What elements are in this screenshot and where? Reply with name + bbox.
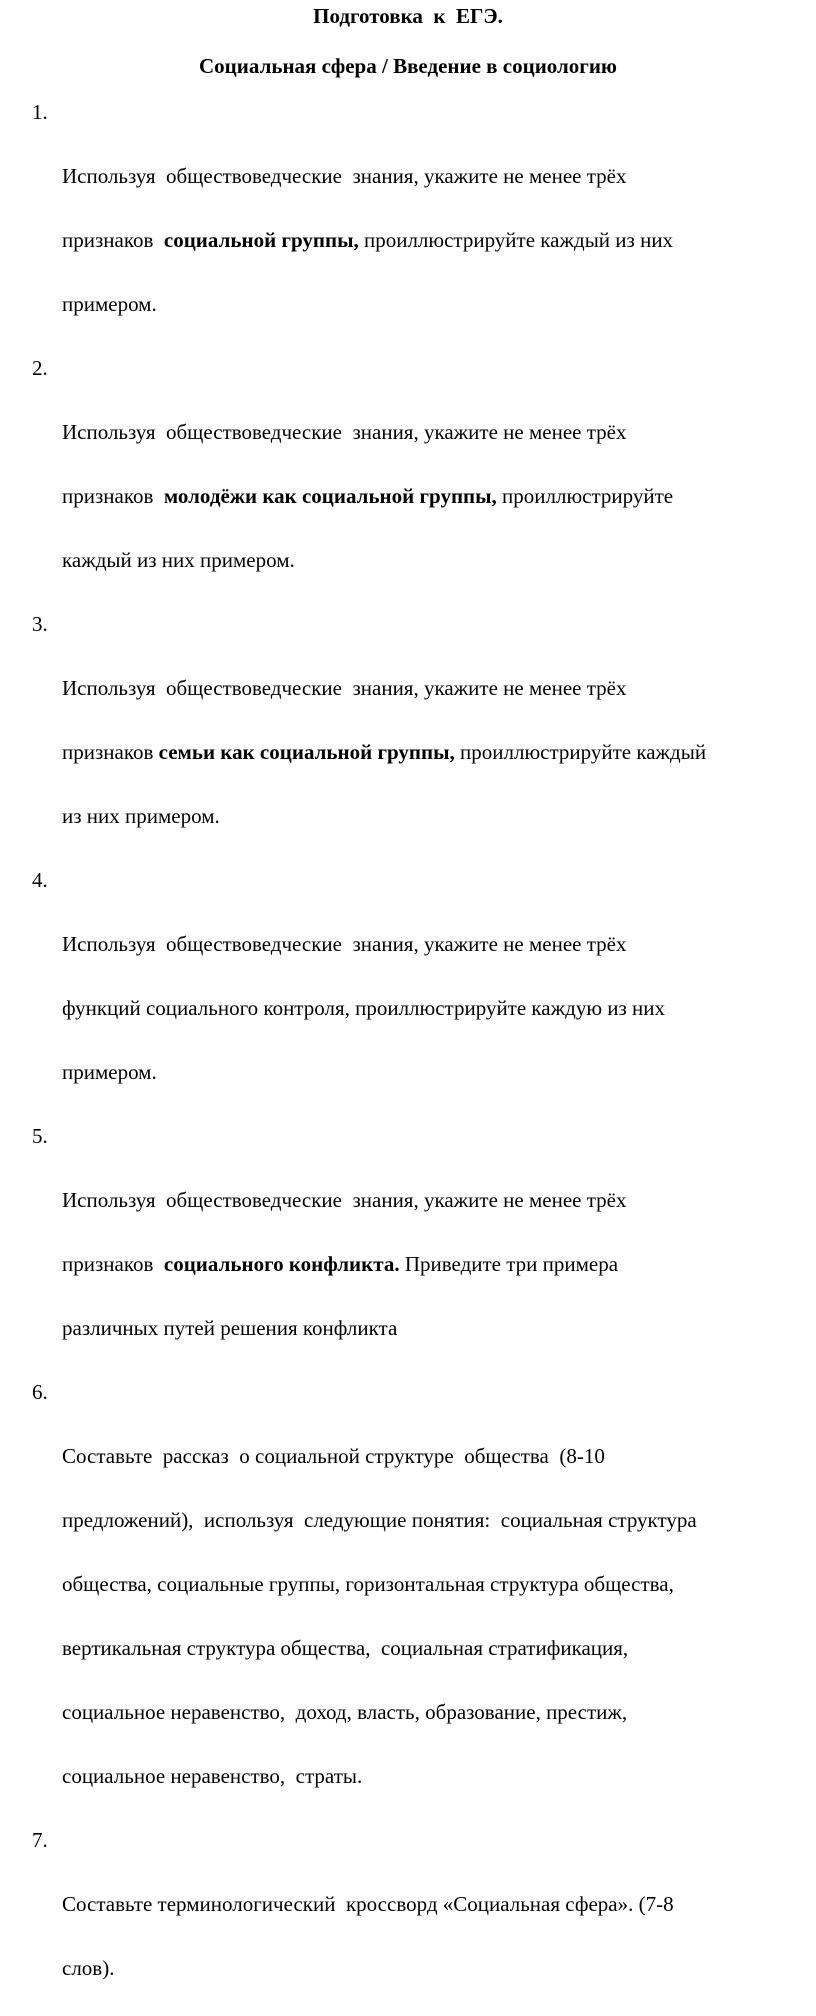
task-text: проиллюстрируйте каждый: [454, 740, 707, 764]
task-line: [62, 480, 812, 512]
task-item-6: [0, 1376, 816, 1824]
task-number: 5.: [32, 1124, 48, 1148]
task-line: вертикальная структура общества, социальная стратификация,: [62, 1636, 629, 1660]
task-number: 1.: [32, 100, 48, 124]
task-line: из них примером.: [62, 804, 220, 828]
task-line: Используя обществоведческие знания, укажите не менее трёх: [62, 932, 627, 956]
task-keyword: социальной группы,: [163, 228, 359, 252]
task-line: предложений), используя следующие понятия: социальная структура: [62, 1508, 697, 1532]
task-text: признаков: [62, 484, 164, 508]
task-line: социальное неравенство, страты.: [62, 1764, 363, 1788]
task-number: 2.: [32, 356, 48, 380]
task-line: Используя обществоведческие знания, укажите не менее трёх: [62, 164, 627, 188]
task-line: Используя обществоведческие знания, укажите не менее трёх: [62, 676, 627, 700]
page-subtitle: Социальная сфера / Введение в социологию: [199, 54, 617, 78]
task-item-2: [0, 352, 816, 608]
task-line: каждый из них примером.: [62, 548, 295, 572]
task-line: слов).: [62, 1956, 115, 1980]
task-item-4: [0, 864, 816, 1120]
task-line: Используя обществоведческие знания, укажите не менее трёх: [62, 1188, 627, 1212]
task-text: признаков: [62, 1252, 164, 1276]
task-number: 7.: [32, 1828, 48, 1852]
page-title: Подготовка к ЕГЭ.: [313, 4, 503, 28]
task-line: примером.: [62, 292, 157, 316]
task-number: 3.: [32, 612, 48, 636]
task-line: различных путей решения конфликта: [62, 1316, 398, 1340]
task-item-7: [0, 1824, 816, 2016]
task-line: социальное неравенство, доход, власть, образование, престиж,: [62, 1700, 628, 1724]
task-line: Используя обществоведческие знания, укажите не менее трёх: [62, 420, 627, 444]
task-keyword: молодёжи как социальной группы,: [163, 484, 497, 508]
task-item-3: [0, 608, 816, 864]
task-text: проиллюстрируйте каждый из них: [358, 228, 674, 252]
task-text: проиллюстрируйте: [496, 484, 674, 508]
task-line: примером.: [62, 1060, 157, 1084]
task-line: Составьте терминологический кроссворд «Социальная сфера». (7-8: [62, 1892, 674, 1916]
task-item-1: [0, 96, 816, 352]
task-text: признаков: [62, 228, 164, 252]
task-line: [62, 224, 812, 256]
task-line: [62, 736, 812, 768]
task-line: [62, 1248, 812, 1280]
task-number: 4.: [32, 868, 48, 892]
task-text: Приведите три примера: [399, 1252, 619, 1276]
task-list: [0, 96, 816, 2016]
task-line: общества, социальные группы, горизонтальная структура общества,: [62, 1572, 674, 1596]
task-line: функций социального контроля, проиллюстрируйте каждую из них: [62, 996, 666, 1020]
task-item-5: [0, 1120, 816, 1376]
task-number: 6.: [32, 1380, 48, 1404]
task-line: Составьте рассказ о социальной структуре общества (8-10: [62, 1444, 605, 1468]
task-keyword: семьи как социальной группы,: [158, 740, 455, 764]
task-text: признаков: [62, 740, 159, 764]
task-keyword: социального конфликта.: [163, 1252, 400, 1276]
